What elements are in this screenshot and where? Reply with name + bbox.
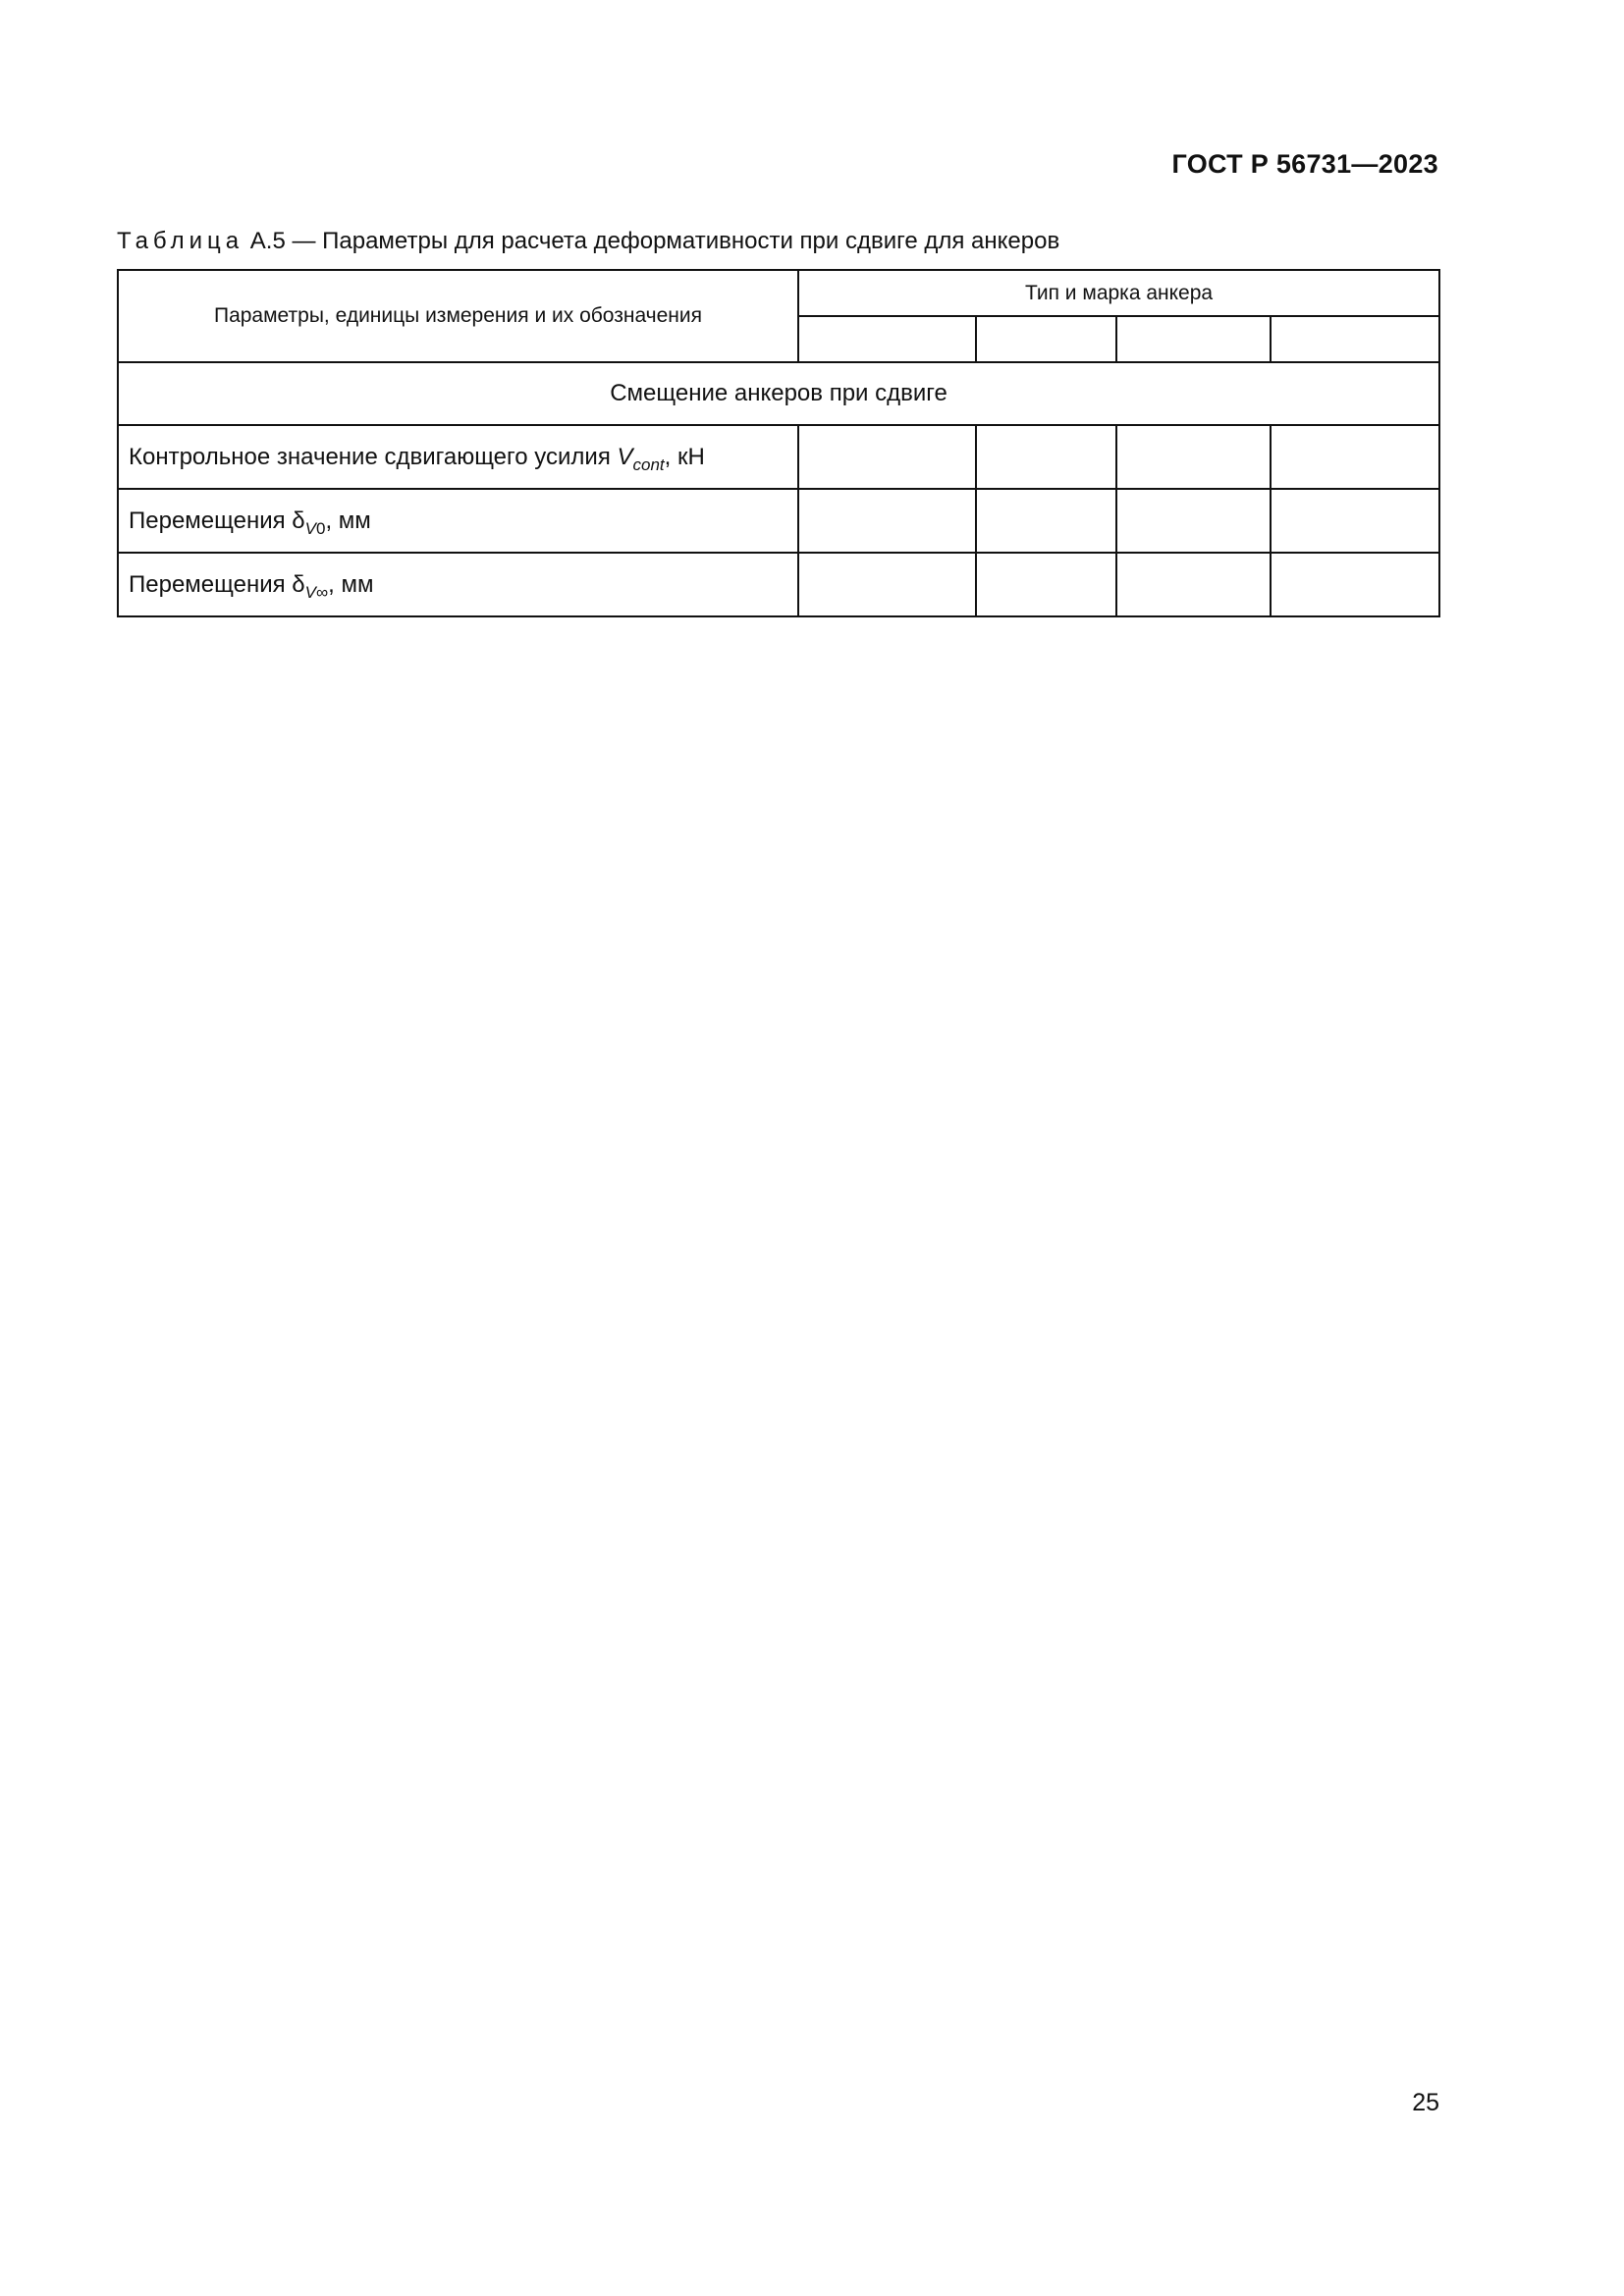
value-cell bbox=[1116, 425, 1271, 489]
value-cell bbox=[976, 489, 1116, 553]
param-subscript-plain: 0 bbox=[316, 518, 326, 538]
param-symbol: V bbox=[617, 443, 633, 470]
table-row-shear-force bbox=[118, 425, 1439, 489]
param-text: Перемещения bbox=[129, 507, 293, 534]
table-caption-label: Таблица bbox=[117, 228, 244, 254]
table-caption bbox=[117, 228, 1059, 255]
table-row-displacement-v0 bbox=[118, 489, 1439, 553]
param-unit: , мм bbox=[328, 570, 374, 598]
document-code: ГОСТ Р 56731—2023 bbox=[1171, 149, 1438, 179]
param-unit: , кН bbox=[664, 443, 705, 470]
section-row bbox=[118, 362, 1439, 425]
param-subscript-plain: ∞ bbox=[316, 582, 329, 602]
page-number: 25 bbox=[1412, 2089, 1439, 2116]
param-symbol: δ bbox=[292, 570, 305, 598]
params-header-cell: Параметры, единицы измерения и их обозначения bbox=[118, 270, 798, 362]
anchor-column-1 bbox=[798, 316, 976, 362]
param-subscript-italic: V bbox=[304, 582, 316, 602]
parameters-table bbox=[117, 269, 1440, 617]
param-cell bbox=[118, 553, 798, 616]
param-unit: , мм bbox=[325, 507, 371, 534]
param-subscript-italic: V bbox=[304, 518, 316, 538]
anchor-column-4 bbox=[1271, 316, 1439, 362]
value-cell bbox=[798, 553, 976, 616]
param-cell bbox=[118, 425, 798, 489]
param-symbol: δ bbox=[292, 507, 305, 534]
anchor-column-3 bbox=[1116, 316, 1271, 362]
anchor-type-header-cell: Тип и марка анкера bbox=[798, 270, 1439, 316]
table-header-row bbox=[118, 270, 1439, 316]
value-cell bbox=[1271, 425, 1439, 489]
table-row-displacement-vinf bbox=[118, 553, 1439, 616]
param-text: Перемещения bbox=[129, 570, 293, 598]
param-subscript bbox=[305, 519, 326, 538]
value-cell bbox=[1116, 553, 1271, 616]
param-cell bbox=[118, 489, 798, 553]
value-cell bbox=[798, 425, 976, 489]
param-subscript bbox=[305, 583, 328, 602]
value-cell bbox=[1271, 489, 1439, 553]
anchor-column-2 bbox=[976, 316, 1116, 362]
value-cell bbox=[976, 553, 1116, 616]
value-cell bbox=[976, 425, 1116, 489]
section-title: Смещение анкеров при сдвиге bbox=[118, 362, 1439, 425]
param-subscript: cont bbox=[632, 454, 665, 474]
value-cell bbox=[798, 489, 976, 553]
table-caption-text: А.5 — Параметры для расчета деформативности при сдвиге для анкеров bbox=[244, 228, 1060, 254]
value-cell bbox=[1116, 489, 1271, 553]
value-cell bbox=[1271, 553, 1439, 616]
param-text: Контрольное значение сдвигающего усилия bbox=[129, 443, 618, 470]
